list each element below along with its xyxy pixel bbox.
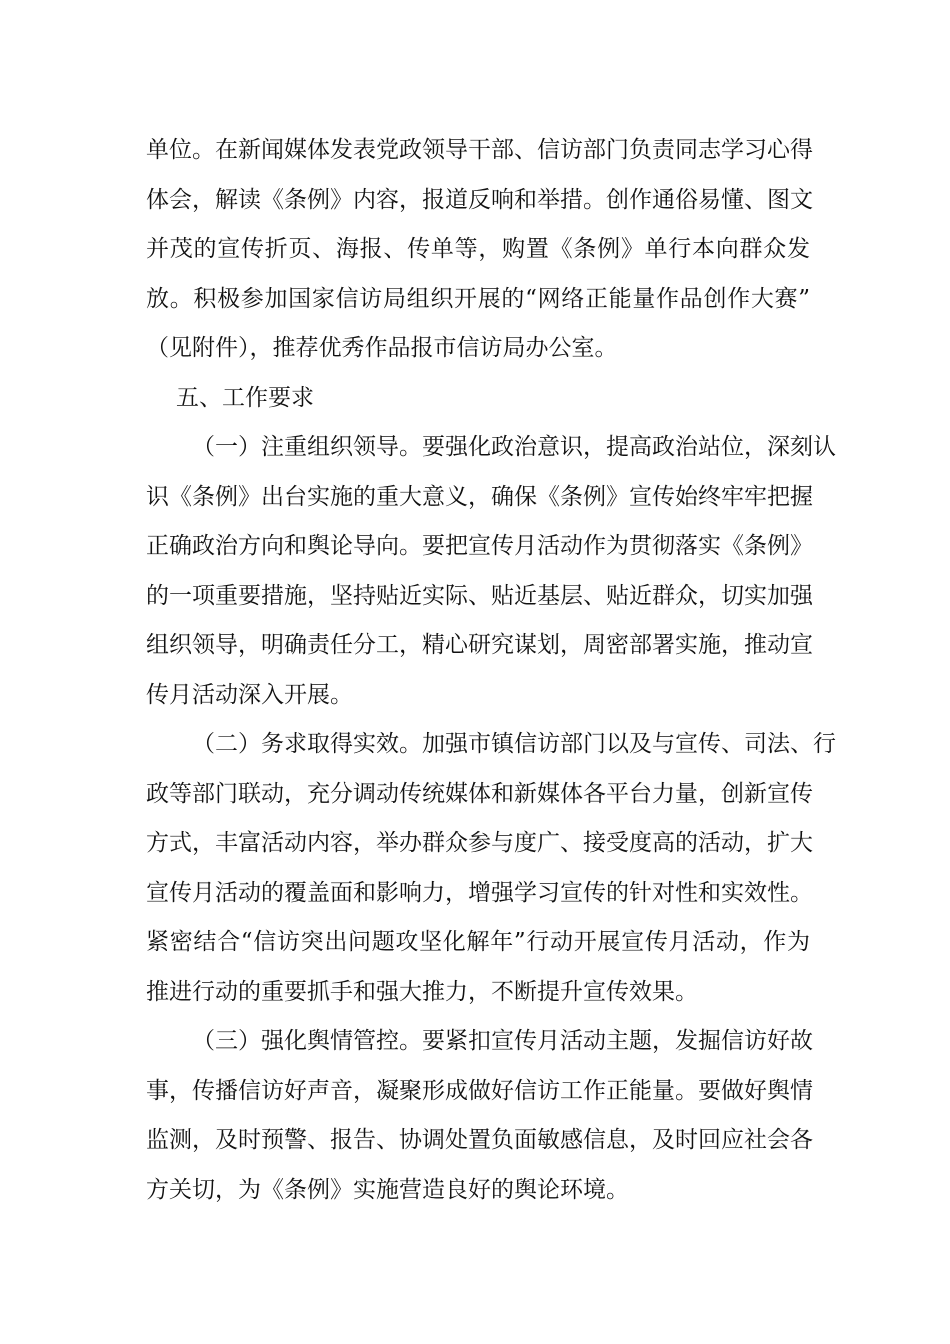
paragraph-line: 事，传播信访好声音，凝聚形成做好信访工作正能量。要做好舆情 [146,1077,813,1104]
paragraph-line: 正确政治方向和舆论导向。要把宣传月活动作为贯彻落实《条例》 [146,533,813,559]
paragraph-line: 推进行动的重要抓手和强大推力，不断提升宣传效果。 [146,978,698,1005]
paragraph-line: 单位。在新闻媒体发表党政领导干部、信访部门负责同志学习心得 [146,137,813,163]
paragraph-line: 的一项重要措施，坚持贴近实际、贴近基层、贴近群众，切实加强 [146,582,813,609]
paragraph-line: 紧密结合“信访突出问题攻坚化解年”行动开展宣传月活动，作为 [146,929,810,955]
paragraph-line: 政等部门联动，充分调动传统媒体和新媒体各平台力量，创新宣传 [146,780,813,807]
paragraph-line: 传月活动深入开展。 [146,681,353,708]
paragraph-line: 并茂的宣传折页、海报、传单等，购置《条例》单行本向群众发 [146,236,810,262]
paragraph-line: 宣传月活动的覆盖面和影响力，增强学习宣传的针对性和实效性。 [146,879,813,906]
paragraph-line: （三）强化舆情管控。要紧扣宣传月活动主题，发掘信访好故 [192,1028,813,1054]
paragraph-line: 组织领导，明确责任分工，精心研究谋划，周密部署实施，推动宣 [146,632,813,658]
section-heading: 五、工作要求 [176,384,314,411]
paragraph-line: （二）务求取得实效。加强市镇信访部门以及与宣传、司法、行 [192,731,836,757]
document-body [146,126,836,1215]
paragraph-line: （一）注重组织领导。要强化政治意识，提高政治站位，深刻认 [192,434,836,460]
paragraph-line: 体会，解读《条例》内容，报道反响和举措。创作通俗易懂、图文 [146,186,813,213]
paragraph-line: （见附件），推荐优秀作品报市信访局办公室。 [146,335,618,361]
paragraph-line: 识《条例》出台实施的重大意义，确保《条例》宣传始终牢牢把握 [146,483,813,510]
paragraph-line: 方式，丰富活动内容，举办群众参与度广、接受度高的活动，扩大 [146,830,813,856]
paragraph-line: 监测，及时预警、报告、协调处置负面敏感信息，及时回应社会各 [146,1127,813,1153]
paragraph-line: 放。积极参加国家信访局组织开展的“网络正能量作品创作大赛” [146,285,810,312]
paragraph-line: 方关切，为《条例》实施营造良好的舆论环境。 [146,1176,629,1203]
